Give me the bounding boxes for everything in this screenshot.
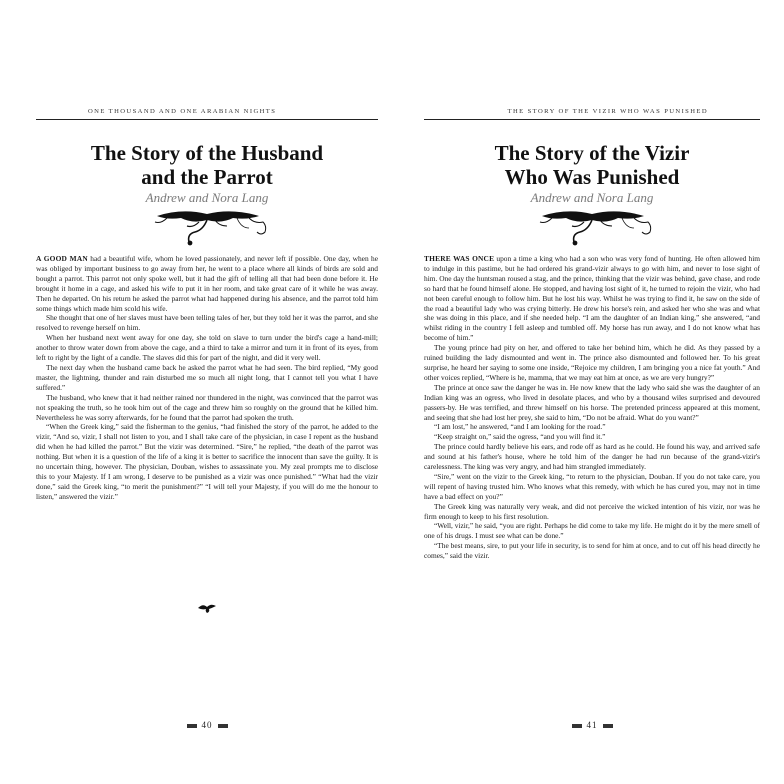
paragraph: THERE WAS ONCE upon a time a king who had a son who was very fond of hunting. He often allowed him to indulge in this pastime, but he had ordered his grand-vizir always to go with him, and never to lose sight of him. One day the huntsman roused a stag, and the prince, thinking that the vizir was behind, gave chase, and rode so hard that he found himself alone. He stopped, and having lost sight of it, he turned to rejoin the vizir, who had not been careful enough to follow him. But he lost his way. Whilst he was trying to find it, he saw on the side of the road a beautiful lady who was crying bitterly. He drew his horse's rein, and asked her who she was and what she was doing in this place, and if she needed help. “I am the daughter of an Indian king,” she answered, “and whilst riding in the country I fell asleep and tumbled off. My horse has run away, and I do not know what has become of him.” <box>424 254 760 343</box>
paragraph: “Well, vizir,” he said, “you are right. Perhaps he did come to take my life. He might do it by the mere smell of one of his drugs. I must see what can be done.” <box>424 521 760 541</box>
header-rule <box>36 119 378 120</box>
title-line: Who Was Punished <box>504 165 680 189</box>
page-number: 41 <box>424 720 760 730</box>
story-title <box>424 141 760 189</box>
folio-bar <box>218 724 228 728</box>
left-page <box>36 0 378 784</box>
folio-bar <box>187 724 197 728</box>
title-line: The Story of the Husband <box>90 141 324 165</box>
running-head: THE STORY OF THE VIZIR WHO WAS PUNISHED <box>507 108 708 115</box>
title-line: The Story of the Vizir <box>494 141 690 165</box>
flourish-ornament <box>137 206 277 250</box>
bird-end-ornament <box>196 602 218 614</box>
paragraph: “When the Greek king,” said the fisherman to the genius, “had finished the story of the parrot, he added to the vizir, “And so, vizir, I shall not listen to you, and I shall take care of the physician, in case I repent as the husband did when he had killed the parrot.” But the vizir was determined. “Sire,” he replied, “the death of the parrot was nothing. But when it is a question of the life of a king it is better to sacrifice the innocent than save the guilty. It is no uncertain thing, however. The physician, Douban, wishes to assassinate you. My zeal prompts me to disclose this to your Majesty. If I am wrong, I deserve to be punished as a vizir was once punished.” “What had the vizir done,” said the Greek king, “to merit the punishment?” “I will tell your Majesty, if you will do me the honour to listen,” answered the vizir.” <box>36 422 378 501</box>
paragraph: She thought that one of her slaves must have been telling tales of her, but they told her it was the parrot, and she resolved to revenge herself on him. <box>36 313 378 333</box>
paragraph: The prince at once saw the danger he was in. He now knew that the lady who said she was the daughter of an Indian king was an ogress, who lived in desolate places, and who by a thousand wiles surprised and devoured passers-by. He was terrified, and threw himself on his horse. The pretended princess appeared at this moment, and seeing that she had lost her prey, she said to him, “Do not be afraid. What do you want?” <box>424 382 760 422</box>
paragraph: When her husband next went away for one day, she told on slave to turn under the bird's cage a hand-mill; another to throw water down from above the cage, and a third to take a mirror and turn it in front of its eyes, from left to right by the light of a candle. The slaves did this for part of the night, and did it very well. <box>36 333 378 363</box>
page-number: 40 <box>36 720 378 730</box>
paragraph: A GOOD MAN had a beautiful wife, whom he loved passionately, and never left if possible. One day, when he was obliged by important business to go away from her, he went to a place where all kinds of birds are sold and bought a parrot. This parrot not only spoke well, but it had the gift of telling all that had been done before it. He brought it home in a cage, and asked his wife to put it in her room, and take great care of it while he was away. Then he departed. On his return he asked the parrot what had happened during his absence, and the parrot told him some things which made him scold his wife. <box>36 254 378 313</box>
folio-bar <box>572 724 582 728</box>
title-line: and the Parrot <box>141 165 273 189</box>
paragraph: The next day when the husband came back he asked the parrot what he had seen. The bird replied, “My good master, the lightning, thunder and rain disturbed me so much all night long, that I cannot tell you what I have suffered.” <box>36 362 378 392</box>
paragraph: The young prince had pity on her, and offered to take her behind him, which he did. As they passed by a ruined building the lady dismounted and went in. The prince also dismounted and followed her. To his great surprise, he heard her saying to some one inside, “Rejoice my children, I am bringing you a nice fat youth.” And other voices replied, “Where is he, mamma, that we may eat him at once, as we are very hungry?” <box>424 343 760 382</box>
paragraph: “I am lost,” he answered, “and I am looking for the road.” <box>434 422 606 432</box>
story-title <box>36 141 378 189</box>
paragraph: The husband, who knew that it had neither rained nor thundered in the night, was convinced that the parrot was not speaking the truth, so he took him out of the cage and threw him so roughly on the ground that he killed him. Nevertheless he was sorry afterwards, for he found that the parrot had spoken the truth. <box>36 392 378 422</box>
header-rule <box>424 119 760 120</box>
byline: Andrew and Nora Lang <box>530 190 654 205</box>
right-page <box>424 0 760 784</box>
body-text <box>424 254 760 561</box>
byline: Andrew and Nora Lang <box>145 190 269 205</box>
body-text <box>36 254 378 502</box>
flourish-ornament <box>522 206 662 250</box>
paragraph: “The best means, sire, to put your life in security, is to send for him at once, and to cut off his head directly he comes,” said the vizir. <box>424 541 760 561</box>
paragraph: The Greek king was naturally very weak, and did not perceive the wicked intention of his vizir, nor was he firm enough to keep to his first resolution. <box>424 501 760 521</box>
paragraph: “Keep straight on,” said the ogress, “and you will find it.” <box>434 432 606 442</box>
paragraph: The prince could hardly believe his ears, and rode off as hard as he could. He found his way, and arrived safe and sound at his father's house, where he told him of the danger he had run because of the grand-vizir's carelessness. The king was very angry, and had him strangled immediately. <box>424 442 760 472</box>
paragraph: “Sire,” went on the vizir to the Greek king, “to return to the physician, Douban. If you do not take care, you will repent of having trusted him. Who knows what this remedy, with which he has cured you, may not in time have a bad effect on you?” <box>424 471 760 501</box>
running-head: ONE THOUSAND AND ONE ARABIAN NIGHTS <box>88 108 277 115</box>
folio-bar <box>603 724 613 728</box>
lead-in: THERE WAS ONCE <box>424 254 495 263</box>
lead-in: A GOOD MAN <box>36 254 88 263</box>
